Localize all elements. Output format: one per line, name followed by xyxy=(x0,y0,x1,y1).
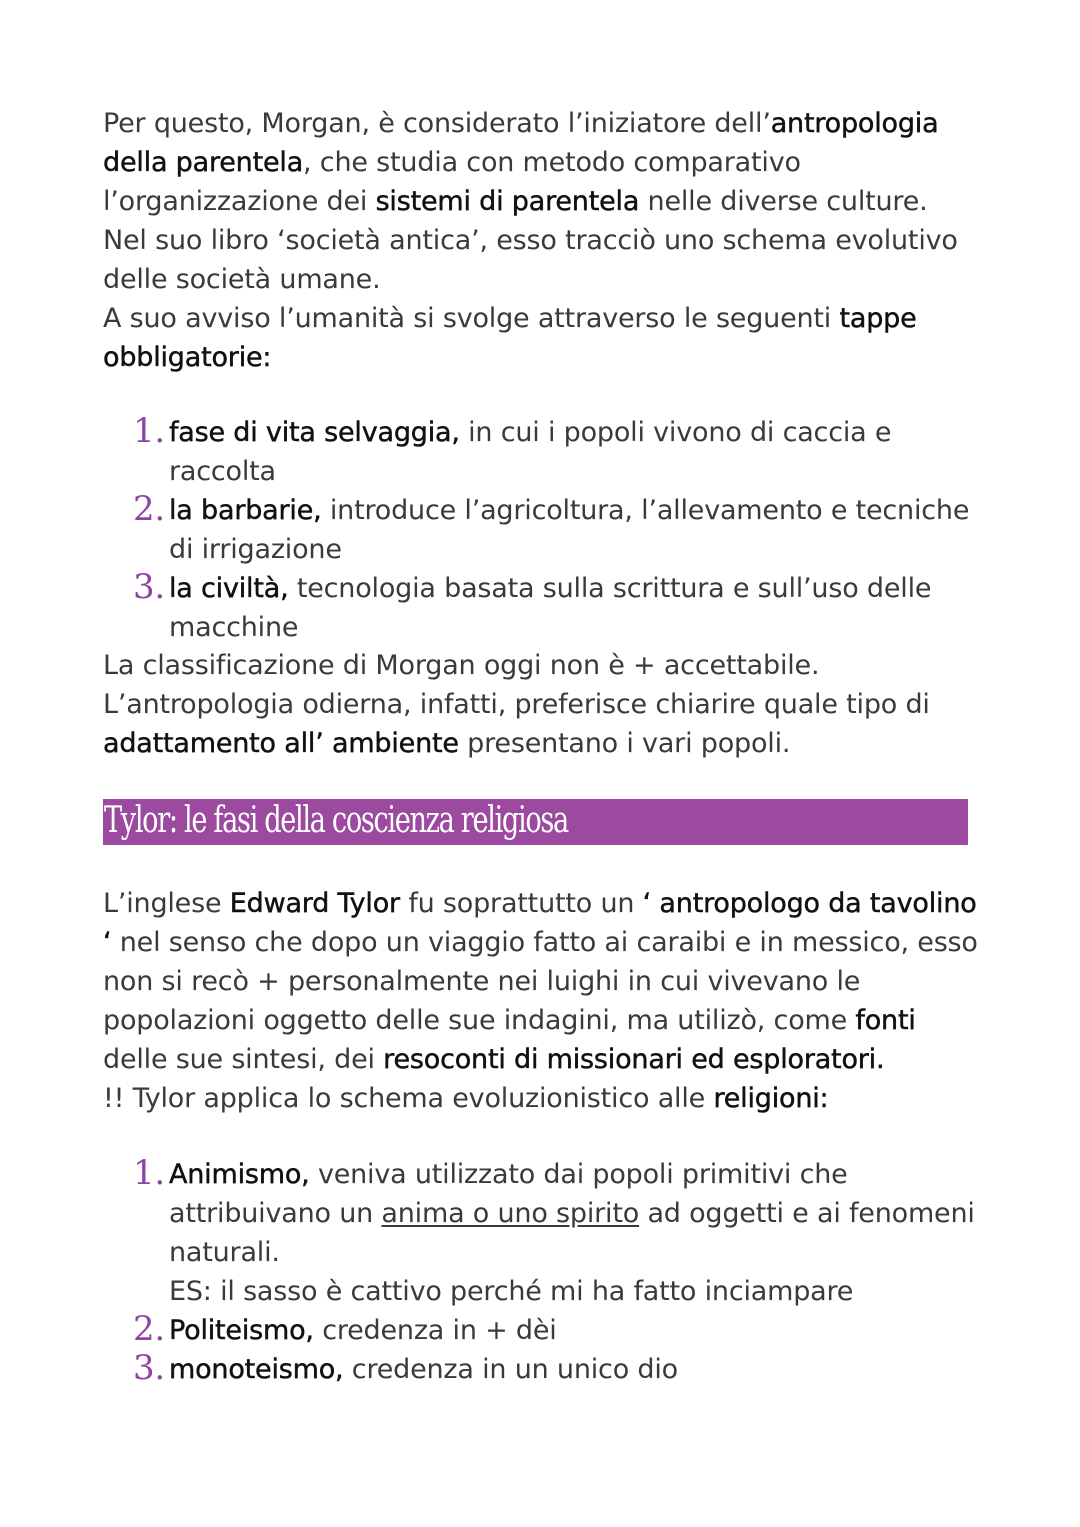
list-number: 1. xyxy=(133,1153,166,1193)
bold-term: religioni: xyxy=(713,1083,829,1114)
list-item: 2. la barbarie, introduce l’agricoltura, l’allevamento e tecniche di irrigazione xyxy=(133,489,970,565)
list-item: 2. Politeismo, credenza in + dèi xyxy=(133,1309,557,1349)
list-item: 1. Animismo, veniva utilizzato dai popoli primitivi che attribuivano un anima o uno spirito ad oggetti e ai fenomeni naturali. ES: il sasso è cattivo perché mi ha fatto inciampare xyxy=(103,1155,983,1311)
bold-term: fonti xyxy=(855,1005,916,1036)
list-number: 2. xyxy=(133,1309,166,1349)
list-number: 1. xyxy=(133,411,166,451)
morgan-intro xyxy=(103,104,983,377)
tylor-intro xyxy=(103,884,983,1118)
section-heading: Tylor: le fasi della coscienza religiosa xyxy=(104,800,568,841)
bold-term: antropologia della parentela xyxy=(103,108,939,178)
list-number: 2. xyxy=(133,489,166,529)
morgan-stages-list xyxy=(103,413,983,647)
example-line: ES: il sasso è cattivo perché mi ha fatto inciampare xyxy=(169,1276,854,1307)
list-number: 3. xyxy=(133,567,166,607)
bold-term: ‘ antropologo da tavolino ‘ xyxy=(103,888,977,958)
paragraph: La classificazione di Morgan oggi non è + accettabile. xyxy=(103,650,820,681)
list-item: 3. monoteismo, credenza in un unico dio xyxy=(133,1348,678,1388)
paragraph: L’inglese Edward Tylor fu soprattutto un ‘ antropologo da tavolino ‘ nel senso che dopo un viaggio fatto ai caraibi e in messico, esso non si recò + personalmente nei luighi in cui vivevano le popolazioni oggetto delle sue indagini, ma utilizò, come fonti delle sue sintesi, dei resoconti di missionari ed esploratori. xyxy=(103,888,978,1075)
underlined-text: anima o uno spirito xyxy=(381,1198,640,1229)
bold-term: Edward Tylor xyxy=(229,888,400,919)
paragraph: Per questo, Morgan, è considerato l’iniziatore dell’antropologia della parentela, che studia con metodo comparativo l’organizzazione dei sistemi di parentela nelle diverse culture. xyxy=(103,108,939,217)
paragraph: A suo avviso l’umanità si svolge attraverso le seguenti tappe obbligatorie: xyxy=(103,303,917,373)
bold-term: sistemi di parentela xyxy=(375,186,640,217)
morgan-conclusion xyxy=(103,646,983,763)
paragraph: Nel suo libro ‘società antica’, esso tracciò uno schema evolutivo delle società umane. xyxy=(103,225,958,295)
tylor-religions-list xyxy=(103,1155,983,1389)
list-number: 3. xyxy=(133,1348,166,1388)
bold-term: resoconti di missionari ed esploratori. xyxy=(383,1044,885,1075)
paragraph: !! Tylor applica lo schema evoluzionistico alle religioni: xyxy=(103,1083,829,1114)
list-item: 1. fase di vita selvaggia, in cui i popoli vivono di caccia e raccolta xyxy=(133,411,892,487)
list-item: 3. la civiltà, tecnologia basata sulla scrittura e sull’uso delle macchine xyxy=(133,567,932,643)
bold-term: adattamento all’ ambiente xyxy=(103,728,459,759)
paragraph: L’antropologia odierna, infatti, preferisce chiarire quale tipo di adattamento all’ ambiente presentano i vari popoli. xyxy=(103,689,930,759)
bold-term: tappe obbligatorie: xyxy=(103,303,917,373)
